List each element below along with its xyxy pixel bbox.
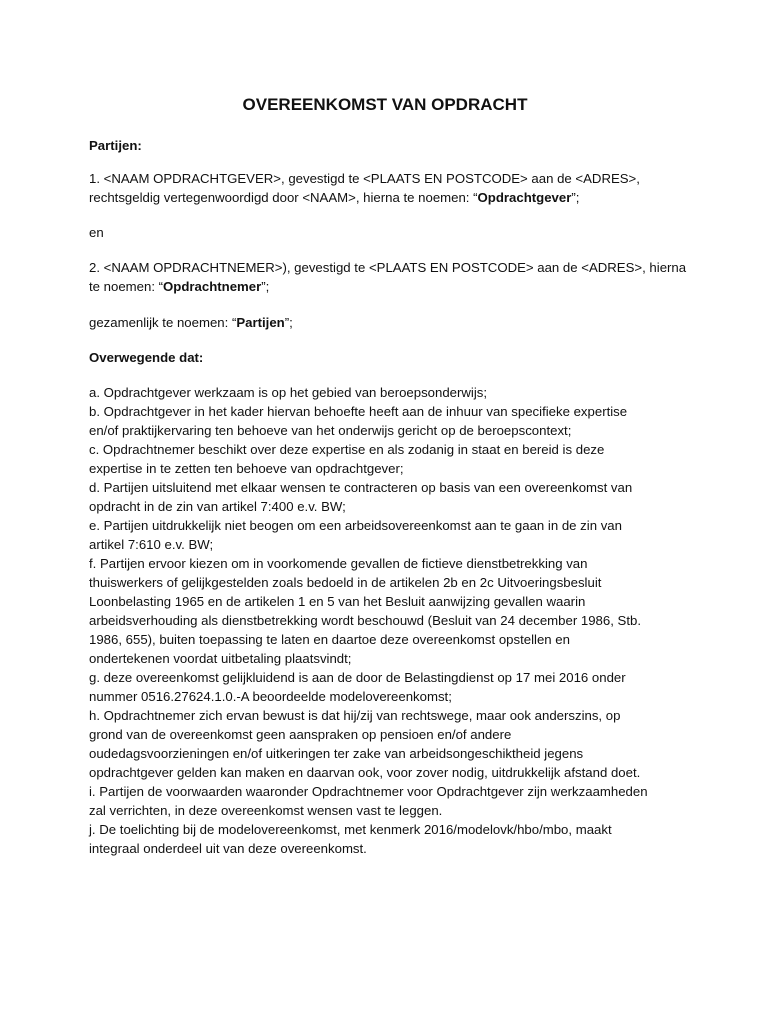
party-2-line-1: 2. <NAAM OPDRACHTNEMER>), gevestigd te <PLAATS EN POSTCODE> aan de <ADRES>, hierna (89, 260, 687, 275)
parties-heading: Partijen: (89, 138, 142, 153)
consideration-line: j. De toelichting bij de modelovereenkomst, met kenmerk 2016/modelovk/hbo/mbo, maakt (89, 822, 612, 837)
party-2 (89, 258, 689, 296)
party-1-line-1: 1. <NAAM OPDRACHTGEVER>, gevestigd te <PLAATS EN POSTCODE> aan de <ADRES>, (89, 171, 640, 186)
considering-heading: Overwegende dat: (89, 350, 204, 365)
document-title: OVEREENKOMST VAN OPDRACHT (242, 95, 528, 114)
consideration-line: e. Partijen uitdrukkelijk niet beogen om een arbeidsovereenkomst aan te gaan in de zin van (89, 518, 622, 533)
party-1-line-2: rechtsgeldig vertegenwoordigd door <NAAM>, hierna te noemen: “Opdrachtgever”; (89, 190, 580, 205)
consideration-line: i. Partijen de voorwaarden waaronder Opdrachtnemer voor Opdrachtgever zijn werkzaamheden (89, 784, 648, 799)
consideration-line: grond van de overeenkomst geen aanspraken op pensioen en/of andere (89, 727, 512, 742)
consideration-line: arbeidsverhouding als dienstbetrekking wordt beschouwd (Besluit van 24 december 1986, Stb. (89, 613, 642, 628)
consideration-line: oudedagsvoorzieningen en/of uitkeringen ter zake van arbeidsongeschiktheid jegens (89, 746, 584, 761)
consideration-line: thuiswerkers of gelijkgestelden zoals bedoeld in de artikelen 2b en 2c Uitvoeringsbesluit (89, 575, 602, 590)
consideration-line: a. Opdrachtgever werkzaam is op het gebied van beroepsonderwijs; (89, 385, 488, 400)
consideration-line: artikel 7:610 e.v. BW; (89, 537, 214, 552)
consideration-line: g. deze overeenkomst gelijkluidend is aan de door de Belastingdienst op 17 mei 2016 onder (89, 670, 626, 685)
party-1-role: Opdrachtgever (477, 190, 572, 205)
consideration-line: nummer 0516.27624.1.0.-A beoordeelde modelovereenkomst; (89, 689, 452, 704)
party-2-role: Opdrachtnemer (163, 279, 262, 294)
consideration-line: integraal onderdeel uit van deze overeenkomst. (89, 841, 367, 856)
jointly-text: gezamenlijk te noemen: “Partijen”; (89, 315, 293, 330)
party-1 (89, 169, 689, 207)
consideration-line: f. Partijen ervoor kiezen om in voorkomende gevallen de fictieve dienstbetrekking van (89, 556, 588, 571)
party-2-line-2: te noemen: “Opdrachtnemer”; (89, 279, 270, 294)
consideration-line: b. Opdrachtgever in het kader hiervan behoefte heeft aan de inhuur van specifieke expertise (89, 404, 628, 419)
consideration-line: opdracht in de zin van artikel 7:400 e.v. BW; (89, 499, 346, 514)
consideration-line: h. Opdrachtnemer zich ervan bewust is dat hij/zij van rechtswege, maar ook anderszins, op (89, 708, 621, 723)
considerations-list (89, 383, 689, 858)
consideration-line: zal verrichten, in deze overeenkomst wensen vast te leggen. (89, 803, 443, 818)
consideration-line: en/of praktijkervaring ten behoeve van het onderwijs gericht op de beroepscontext; (89, 423, 572, 438)
consideration-line: opdrachtgever gelden kan maken en daarvan ook, voor zover nodig, uitdrukkelijk afstand doet. (89, 765, 641, 780)
consideration-line: ondertekenen voordat uitbetaling plaatsvindt; (89, 651, 352, 666)
conjunction-text: en (89, 225, 104, 240)
consideration-line: 1986, 655), buiten toepassing te laten en daartoe deze overeenkomst opstellen en (89, 632, 570, 647)
consideration-line: c. Opdrachtnemer beschikt over deze expertise en als zodanig in staat en bereid is deze (89, 442, 605, 457)
consideration-line: d. Partijen uitsluitend met elkaar wensen te contracteren op basis van een overeenkomst van (89, 480, 633, 495)
consideration-line: Loonbelasting 1965 en de artikelen 1 en 5 van het Besluit aanwijzing gevallen waarin (89, 594, 586, 609)
consideration-line: expertise in te zetten ten behoeve van opdrachtgever; (89, 461, 404, 476)
jointly-term: Partijen (236, 315, 285, 330)
